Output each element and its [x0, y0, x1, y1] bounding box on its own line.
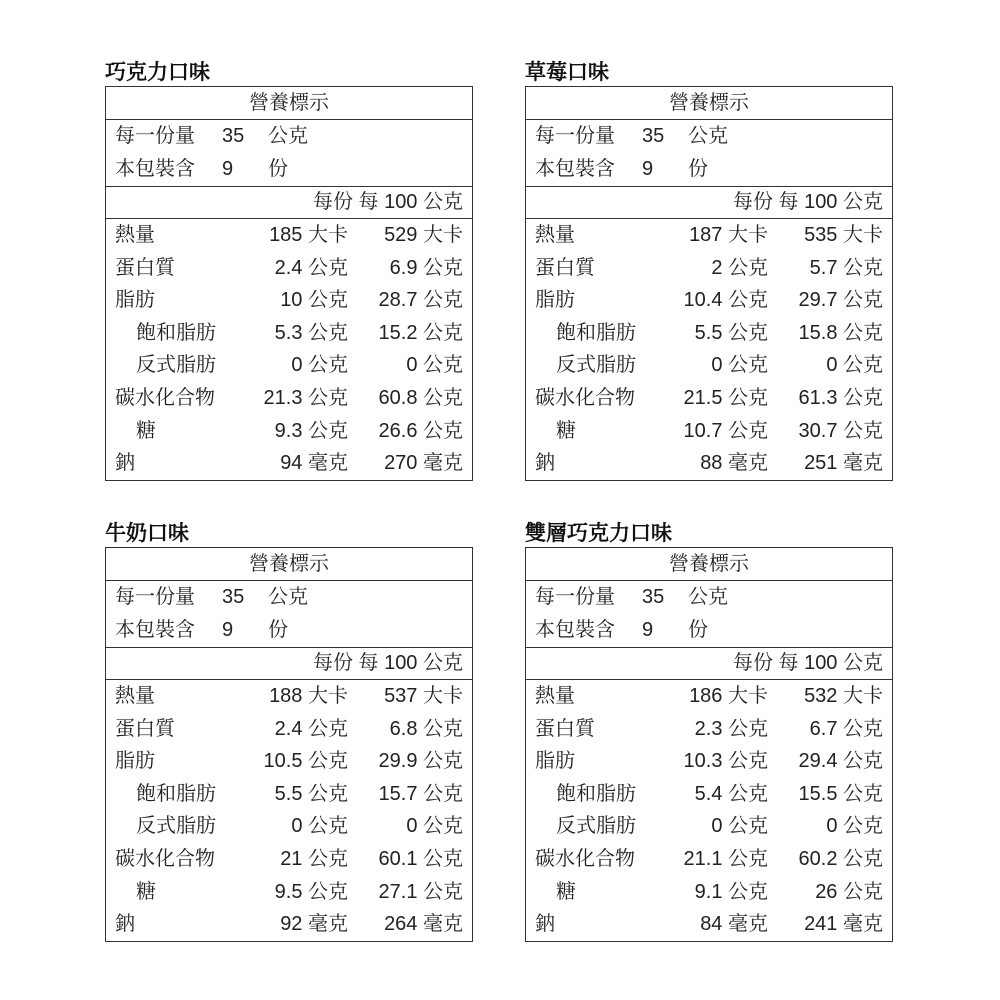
nutrient-name: 反式脂肪: [136, 354, 216, 377]
nutrient-row: [526, 382, 892, 415]
serving-info: [106, 581, 472, 648]
per-100g-value: 6.8 公克: [389, 717, 463, 740]
table-header: 營養標示: [526, 87, 892, 120]
per-100g-value: 529 大卡: [384, 224, 463, 246]
per-serving-value: 88 毫克: [700, 452, 768, 475]
nutrient-row: [526, 778, 892, 811]
nutrient-name: 脂肪: [535, 289, 575, 312]
servings-per-pack-value: 9: [222, 619, 234, 641]
nutrient-name: 反式脂肪: [556, 354, 636, 377]
nutrition-table: [525, 547, 893, 942]
column-header: 每份 每 100 公克: [106, 648, 472, 680]
servings-per-pack-value: 9: [222, 158, 234, 180]
per-serving-value: 0 公克: [711, 354, 768, 377]
per-serving-value: 186 大卡: [689, 685, 768, 707]
per-100g-value: 532 大卡: [804, 685, 883, 707]
nutrient-name: 蛋白質: [535, 256, 595, 279]
per-100g-value: 29.9 公克: [378, 750, 463, 773]
per-100g-value: 0 公克: [406, 354, 463, 377]
serving-size-label: 每一份量: [535, 586, 615, 608]
per-serving-value: 185 大卡: [269, 224, 348, 246]
per-serving-value: 187 大卡: [689, 224, 768, 246]
servings-per-pack-unit: 份: [688, 158, 708, 180]
per-serving-value: 10.7 公克: [683, 419, 768, 442]
per-100g-value: 251 毫克: [804, 452, 883, 475]
serving-size-label: 每一份量: [115, 125, 195, 147]
per-100g-value: 15.7 公克: [378, 782, 463, 805]
serving-size-label: 每一份量: [115, 586, 195, 608]
nutrient-name: 鈉: [115, 452, 135, 475]
table-header: 營養標示: [106, 548, 472, 581]
column-header: 每份 每 100 公克: [526, 648, 892, 680]
nutrient-row: [526, 415, 892, 448]
servings-per-pack-label: 本包裝含: [535, 158, 615, 180]
per-serving-value: 2.3 公克: [694, 717, 768, 740]
nutrient-name: 鈉: [535, 452, 555, 475]
per-serving-value: 9.1 公克: [694, 880, 768, 903]
table-header: 營養標示: [106, 87, 472, 120]
servings-per-pack-label: 本包裝含: [115, 619, 195, 641]
servings-per-pack-row: [526, 153, 892, 186]
per-100g-value: 15.5 公克: [798, 782, 883, 805]
nutrient-row: [106, 284, 472, 317]
nutrient-row: [106, 415, 472, 448]
servings-per-pack-row: [526, 614, 892, 647]
serving-size-unit: 公克: [688, 586, 728, 608]
per-100g-value: 5.7 公克: [809, 256, 883, 279]
nutrient-name: 熱量: [115, 224, 155, 246]
nutrient-name: 糖: [556, 419, 576, 442]
nutrient-name: 反式脂肪: [556, 815, 636, 838]
per-100g-value: 0 公克: [826, 354, 883, 377]
servings-per-pack-unit: 份: [688, 619, 708, 641]
servings-per-pack-row: [106, 614, 472, 647]
per-100g-value: 29.7 公克: [798, 289, 883, 312]
servings-per-pack-unit: 份: [268, 619, 288, 641]
per-100g-value: 0 公克: [826, 815, 883, 838]
nutrient-name: 飽和脂肪: [556, 782, 636, 805]
nutrient-row: [106, 680, 472, 713]
servings-per-pack-label: 本包裝含: [115, 158, 195, 180]
nutrient-name: 糖: [556, 880, 576, 903]
nutrient-row: [526, 745, 892, 778]
per-serving-value: 0 公克: [291, 815, 348, 838]
per-100g-value: 241 毫克: [804, 913, 883, 936]
nutrient-name: 碳水化合物: [115, 386, 215, 409]
servings-per-pack-row: [106, 153, 472, 186]
flavor-title: 雙層巧克力口味: [525, 522, 672, 545]
per-serving-value: 21 公克: [280, 847, 348, 870]
nutrient-name: 熱量: [535, 685, 575, 707]
servings-per-pack-value: 9: [642, 158, 654, 180]
serving-size-row: [526, 581, 892, 614]
nutrient-name: 蛋白質: [115, 256, 175, 279]
per-100g-value: 15.2 公克: [378, 321, 463, 344]
per-serving-value: 2.4 公克: [274, 256, 348, 279]
per-serving-value: 5.4 公克: [694, 782, 768, 805]
nutrient-row: [526, 810, 892, 843]
per-100g-value: 264 毫克: [384, 913, 463, 936]
per-serving-value: 0 公克: [291, 354, 348, 377]
per-serving-value: 5.3 公克: [274, 321, 348, 344]
nutrient-row: [526, 447, 892, 480]
flavor-title: 草莓口味: [525, 61, 609, 84]
per-100g-value: 6.9 公克: [389, 256, 463, 279]
nutrient-row: [106, 843, 472, 876]
per-serving-value: 0 公克: [711, 815, 768, 838]
serving-size-value: 35: [222, 125, 245, 147]
per-serving-value: 9.3 公克: [274, 419, 348, 442]
nutrient-row: [106, 810, 472, 843]
nutrient-row: [526, 349, 892, 382]
serving-size-label: 每一份量: [535, 125, 615, 147]
nutrient-row: [106, 713, 472, 746]
nutrient-row: [106, 382, 472, 415]
nutrient-name: 脂肪: [535, 750, 575, 773]
serving-size-row: [106, 581, 472, 614]
per-100g-value: 537 大卡: [384, 685, 463, 707]
serving-info: [106, 120, 472, 187]
nutrient-name: 脂肪: [115, 750, 155, 773]
nutrient-name: 碳水化合物: [115, 847, 215, 870]
nutrient-name: 糖: [136, 419, 156, 442]
per-serving-value: 5.5 公克: [274, 782, 348, 805]
per-100g-value: 29.4 公克: [798, 750, 883, 773]
per-serving-value: 21.3 公克: [263, 386, 348, 409]
nutrient-row: [526, 284, 892, 317]
nutrient-name: 碳水化合物: [535, 847, 635, 870]
nutrient-row: [106, 745, 472, 778]
nutrient-name: 熱量: [115, 685, 155, 707]
per-100g-value: 535 大卡: [804, 224, 883, 246]
nutrient-row: [106, 908, 472, 941]
nutrient-name: 糖: [136, 880, 156, 903]
column-header: 每份 每 100 公克: [106, 187, 472, 219]
serving-size-unit: 公克: [268, 586, 308, 608]
nutrient-row: [106, 447, 472, 480]
per-100g-value: 60.1 公克: [378, 847, 463, 870]
serving-info: [526, 581, 892, 648]
per-serving-value: 94 毫克: [280, 452, 348, 475]
serving-size-value: 35: [642, 586, 665, 608]
nutrient-name: 熱量: [535, 224, 575, 246]
per-serving-value: 10.5 公克: [263, 750, 348, 773]
per-100g-value: 60.2 公克: [798, 847, 883, 870]
column-header: 每份 每 100 公克: [526, 187, 892, 219]
per-100g-value: 26 公克: [815, 880, 883, 903]
per-serving-value: 21.1 公克: [683, 847, 768, 870]
flavor-title: 牛奶口味: [105, 522, 189, 545]
serving-size-unit: 公克: [268, 125, 308, 147]
per-100g-value: 27.1 公克: [378, 880, 463, 903]
per-100g-value: 270 毫克: [384, 452, 463, 475]
nutrition-table: [105, 86, 473, 481]
serving-size-value: 35: [222, 586, 245, 608]
per-100g-value: 0 公克: [406, 815, 463, 838]
table-header: 營養標示: [526, 548, 892, 581]
per-serving-value: 188 大卡: [269, 685, 348, 707]
nutrient-row: [526, 843, 892, 876]
serving-size-row: [106, 120, 472, 153]
nutrient-name: 飽和脂肪: [556, 321, 636, 344]
per-100g-value: 15.8 公克: [798, 321, 883, 344]
per-serving-value: 21.5 公克: [683, 386, 768, 409]
flavor-title: 巧克力口味: [105, 61, 210, 84]
nutrient-row: [526, 876, 892, 909]
per-serving-value: 10.3 公克: [683, 750, 768, 773]
nutrient-name: 鈉: [115, 913, 135, 936]
nutrient-row: [526, 317, 892, 350]
nutrient-row: [106, 778, 472, 811]
per-serving-value: 5.5 公克: [694, 321, 768, 344]
per-100g-value: 61.3 公克: [798, 386, 883, 409]
serving-size-value: 35: [642, 125, 665, 147]
nutrient-name: 蛋白質: [115, 717, 175, 740]
nutrient-row: [526, 252, 892, 285]
nutrient-name: 蛋白質: [535, 717, 595, 740]
nutrient-row: [526, 713, 892, 746]
per-serving-value: 9.5 公克: [274, 880, 348, 903]
nutrient-row: [526, 908, 892, 941]
per-100g-value: 30.7 公克: [798, 419, 883, 442]
nutrient-row: [106, 349, 472, 382]
nutrient-row: [106, 252, 472, 285]
nutrient-row: [106, 876, 472, 909]
nutrient-row: [526, 680, 892, 713]
nutrient-name: 鈉: [535, 913, 555, 936]
nutrient-name: 碳水化合物: [535, 386, 635, 409]
servings-per-pack-value: 9: [642, 619, 654, 641]
nutrient-row: [106, 219, 472, 252]
per-100g-value: 26.6 公克: [378, 419, 463, 442]
nutrition-table: [105, 547, 473, 942]
per-100g-value: 6.7 公克: [809, 717, 883, 740]
servings-per-pack-unit: 份: [268, 158, 288, 180]
nutrient-name: 反式脂肪: [136, 815, 216, 838]
nutrient-name: 飽和脂肪: [136, 782, 216, 805]
serving-size-unit: 公克: [688, 125, 728, 147]
per-serving-value: 10.4 公克: [683, 289, 768, 312]
nutrient-row: [106, 317, 472, 350]
nutrient-name: 脂肪: [115, 289, 155, 312]
per-100g-value: 28.7 公克: [378, 289, 463, 312]
serving-size-row: [526, 120, 892, 153]
per-serving-value: 2 公克: [711, 256, 768, 279]
per-100g-value: 60.8 公克: [378, 386, 463, 409]
servings-per-pack-label: 本包裝含: [535, 619, 615, 641]
per-serving-value: 2.4 公克: [274, 717, 348, 740]
per-serving-value: 84 毫克: [700, 913, 768, 936]
nutrient-row: [526, 219, 892, 252]
nutrient-name: 飽和脂肪: [136, 321, 216, 344]
serving-info: [526, 120, 892, 187]
per-serving-value: 10 公克: [280, 289, 348, 312]
per-serving-value: 92 毫克: [280, 913, 348, 936]
nutrition-table: [525, 86, 893, 481]
